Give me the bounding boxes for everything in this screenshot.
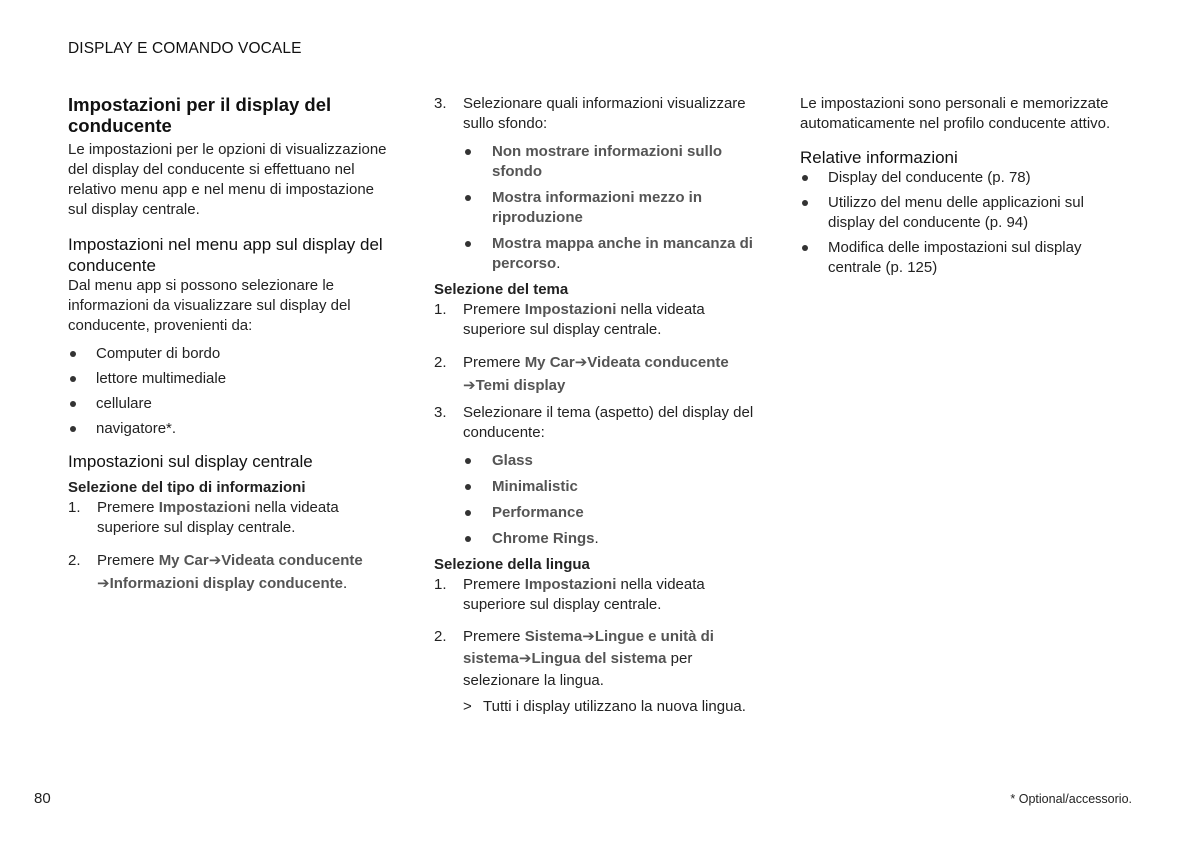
menu-reference: My Car [158, 552, 209, 569]
step-result: > Tutti i display utilizzano la nuova lingua. [463, 696, 764, 718]
arrow-icon: ➔ [574, 354, 588, 371]
arrow-icon: ➔ [208, 552, 222, 569]
menu-reference: Lingue e unità di sistema [463, 628, 714, 667]
step-1: 1. Premere Impostazioni nella videata superiore sul display centrale. [434, 301, 705, 338]
section-title-driver-display: Impostazioni per il display del conducente [68, 94, 332, 136]
arrow-icon: ➔ [463, 377, 476, 394]
step-number: 2. [434, 354, 447, 371]
step-2: 2. Premere My Car➔Videata conducente ➔Informazioni display conducente. [68, 549, 394, 595]
step-number: 1. [434, 576, 447, 593]
arrow-icon: ➔ [582, 628, 595, 645]
column-middle [434, 94, 764, 718]
menu-reference: Impostazioni [524, 576, 617, 593]
related-link[interactable]: Utilizzo del menu delle applicazioni sul display del conducente (p. 94) [800, 193, 1130, 233]
subsection-title-app-menu: Impostazioni nel menu app sul display del conducente [68, 235, 383, 275]
theme-item: Minimalistic [463, 477, 764, 497]
arrow-icon: ➔ [518, 650, 532, 667]
step-2: 2. Premere Sistema➔Lingue e unità di sistema➔Lingua del sistema per selezionare la lingua. > Tutti i display utilizzano la nuova lingua. [434, 626, 764, 718]
menu-reference: Temi display [475, 377, 566, 394]
related-info-title: Relative informazioni [800, 148, 958, 167]
sources-list [68, 344, 394, 439]
list-item: lettore multimediale [68, 369, 394, 389]
procedure-title-language: Selezione della lingua [434, 556, 590, 573]
theme-item: Performance [463, 503, 764, 523]
menu-reference: My Car [524, 354, 575, 371]
related-info-list [800, 168, 1130, 278]
list-item: cellulare [68, 394, 394, 414]
column-right [800, 94, 1130, 278]
theme-item: Chrome Rings. [463, 529, 764, 549]
theme-steps [434, 300, 764, 549]
step-3: 3. Selezionare quali informazioni visualizzare sullo sfondo: Non mostrare informazioni sullo sfondo Mostra informazioni mezzo in riproduzione Mostra mappa anche in mancanza di percorso. [434, 94, 764, 274]
menu-reference: Videata conducente [587, 354, 729, 371]
related-link[interactable]: Modifica delle impostazioni sul display centrale (p. 125) [800, 238, 1130, 278]
result-marker: > [463, 698, 472, 715]
option-item: Mostra mappa anche in mancanza di percorso. [463, 234, 764, 274]
app-menu-paragraph: Dal menu app si possono selezionare le informazioni da visualizzare sul display del conducente, provenienti da: [68, 277, 351, 334]
menu-reference: Informazioni display conducente [109, 575, 343, 592]
option-item: Non mostrare informazioni sullo sfondo [463, 142, 764, 182]
step-1: 1. Premere Impostazioni nella videata superiore sul display centrale. [434, 576, 705, 613]
personal-settings-paragraph: Le impostazioni sono personali e memorizzate automaticamente nel profilo conducente attivo. [800, 95, 1111, 132]
step-number: 3. [434, 404, 447, 421]
theme-item: Glass [463, 451, 764, 471]
intro-paragraph: Le impostazioni per le opzioni di visualizzazione del display del conducente si effettuano nel relativo menu app e nel menu di impostazione sul display centrale. [68, 141, 387, 218]
menu-reference: Lingua del sistema [531, 650, 667, 667]
page-header: DISPLAY E COMANDO VOCALE [68, 40, 302, 57]
step-number: 1. [434, 301, 447, 318]
menu-reference: Sistema [524, 628, 583, 645]
procedure-title-info-type: Selezione del tipo di informazioni [68, 479, 306, 496]
step-number: 2. [68, 552, 81, 569]
list-item: Computer di bordo [68, 344, 394, 364]
list-item: navigatore*. [68, 419, 394, 439]
info-type-steps-continued [434, 94, 764, 274]
step-number: 2. [434, 628, 447, 645]
subsection-title-central-display: Impostazioni sul display centrale [68, 452, 313, 471]
step-number: 1. [68, 499, 81, 516]
column-left [68, 94, 394, 595]
footnote: * Optional/accessorio. [1010, 792, 1132, 806]
arrow-icon: ➔ [97, 575, 110, 592]
step-1: 1. Premere Impostazioni nella videata superiore sul display centrale. [68, 499, 339, 536]
menu-reference: Videata conducente [221, 552, 363, 569]
option-item: Mostra informazioni mezzo in riproduzione [463, 188, 764, 228]
info-type-steps [68, 498, 394, 595]
themes-list [463, 451, 764, 549]
menu-reference: Impostazioni [524, 301, 617, 318]
related-link[interactable]: Display del conducente (p. 78) [800, 168, 1130, 188]
procedure-title-theme: Selezione del tema [434, 281, 569, 298]
menu-reference: Impostazioni [158, 499, 251, 516]
step-number: 3. [434, 95, 447, 112]
page-number: 80 [34, 790, 51, 807]
step-3: 3. Selezionare il tema (aspetto) del display del conducente: Glass Minimalistic Performance Chrome Rings. [434, 403, 764, 549]
language-steps [434, 575, 764, 718]
background-options-list [463, 142, 764, 274]
step-2: 2. Premere My Car➔Videata conducente ➔Temi display [434, 351, 764, 397]
